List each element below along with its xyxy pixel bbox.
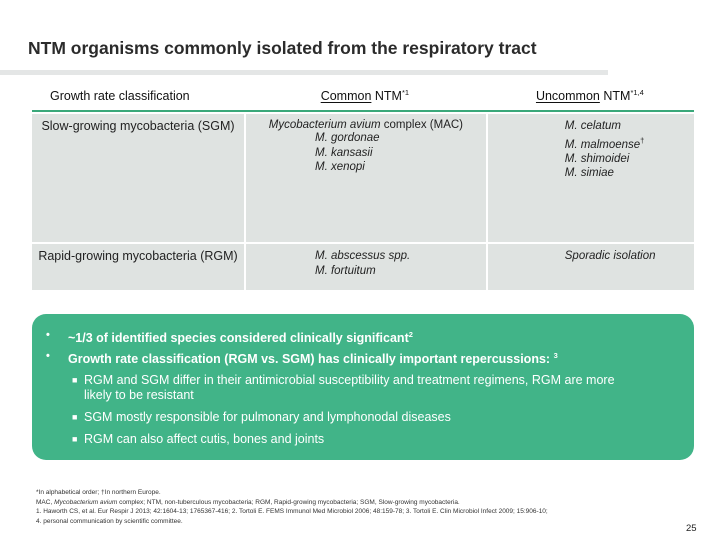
footnote-line: 1. Haworth CS, et al. Eur Respir J 2013; 42:1604-13; 1765367-416; 2. Tortoli E. FEMS Immunol Med Microbiol 2006; 48:159-78; 3. Tortoli E. Clin Microbiol Infect 2009; 15:906-10; [36, 508, 548, 515]
organism-name: M. kansasii [315, 146, 373, 159]
bullet-text: Growth rate classification (RGM vs. SGM) has clinically important repercussions: [68, 352, 551, 367]
organism-name: M. gordonae [315, 132, 380, 144]
sub-bullet [72, 410, 624, 425]
sub-bullet-text: RGM and SGM differ in their antimicrobial susceptibility and treatment regimens, RGM are more likely to be resistant [84, 373, 615, 402]
page-number: 25 [686, 523, 697, 534]
header-uncommon-ntm-text: NTM [599, 89, 631, 104]
organism-mac-rest: complex (MAC) [380, 119, 464, 131]
organism-mac-name: Mycobacterium avium [268, 119, 381, 131]
uncommon-ntm-sgm [486, 112, 694, 242]
header-uncommon-label: Uncommon [535, 89, 600, 104]
ntm-table [32, 82, 694, 290]
dagger-mark: † [640, 135, 645, 145]
category-sgm: Slow-growing mycobacteria (SGM) [32, 112, 244, 242]
organism-name: M. celatum [564, 120, 621, 132]
key-points-panel [32, 314, 694, 460]
sub-bullet-marker: ■ [72, 412, 78, 422]
title-rule [0, 70, 608, 75]
organism-name: M. fortuitum [315, 264, 376, 277]
footnote-abbreviations [36, 498, 696, 508]
header-common-ntm-text: NTM [371, 89, 402, 104]
common-ntm-rgm [244, 242, 486, 290]
sporadic-isolation: Sporadic isolation [564, 250, 656, 262]
header-uncommon-sup: *1,4 [630, 88, 644, 98]
bullet-sup: 2 [408, 330, 413, 339]
sub-bullet-text: RGM can also affect cutis, bones and joints [84, 432, 325, 446]
header-uncommon-ntm [486, 82, 694, 112]
category-rgm: Rapid-growing mycobacteria (RGM) [32, 242, 244, 290]
bullet-text: ~1/3 of identified species considered clinically significant [68, 331, 409, 346]
sub-bullet-marker: ■ [72, 434, 78, 444]
footnote-italic: Mycobacterium avium [54, 498, 118, 506]
common-ntm-sgm [244, 112, 486, 242]
organism-mac [247, 115, 485, 131]
organism-name: M. malmoense [564, 138, 641, 151]
table-row [32, 242, 694, 290]
footnote-text: complex; NTM, non-tuberculous mycobacteria; RGM, Rapid-growing mycobacteria; SGM, Slow-growing mycobacteria. [117, 498, 460, 506]
organism-name: M. xenopi [315, 161, 365, 173]
bullet-dot: • [46, 329, 50, 341]
header-common-label: Common [320, 89, 372, 104]
sub-bullet [72, 373, 624, 403]
uncommon-ntm-rgm [486, 242, 694, 290]
organism-malmoense [565, 134, 693, 152]
bullet-clinical-significance [46, 329, 413, 346]
footnote-line: *In alphabetical order; †In northern Europe. [36, 489, 161, 496]
organism-name: M. abscessus spp. [315, 250, 411, 262]
bullet-growth-rate [46, 350, 558, 367]
bullet-dot: • [46, 350, 50, 362]
page-title: NTM organisms commonly isolated from the respiratory tract [28, 38, 537, 58]
header-common-ntm [244, 82, 486, 112]
footnotes [36, 488, 696, 526]
sub-bullet-marker: ■ [72, 375, 78, 385]
footnote-text: MAC, [36, 498, 55, 506]
sub-bullet-text: SGM mostly responsible for pulmonary and lymphonodal diseases [84, 410, 451, 424]
table-row [32, 112, 694, 242]
footnote-line: 4. personal communication by scientific committee. [36, 517, 183, 525]
sub-bullet [72, 432, 624, 447]
organism-name: M. shimoidei [564, 152, 630, 165]
organism-name: M. simiae [564, 167, 614, 180]
bullet-sup: 3 [553, 351, 558, 360]
header-growth-rate: Growth rate classification [32, 82, 244, 112]
header-common-sup: *1 [401, 88, 410, 98]
table-header-row [32, 82, 694, 112]
